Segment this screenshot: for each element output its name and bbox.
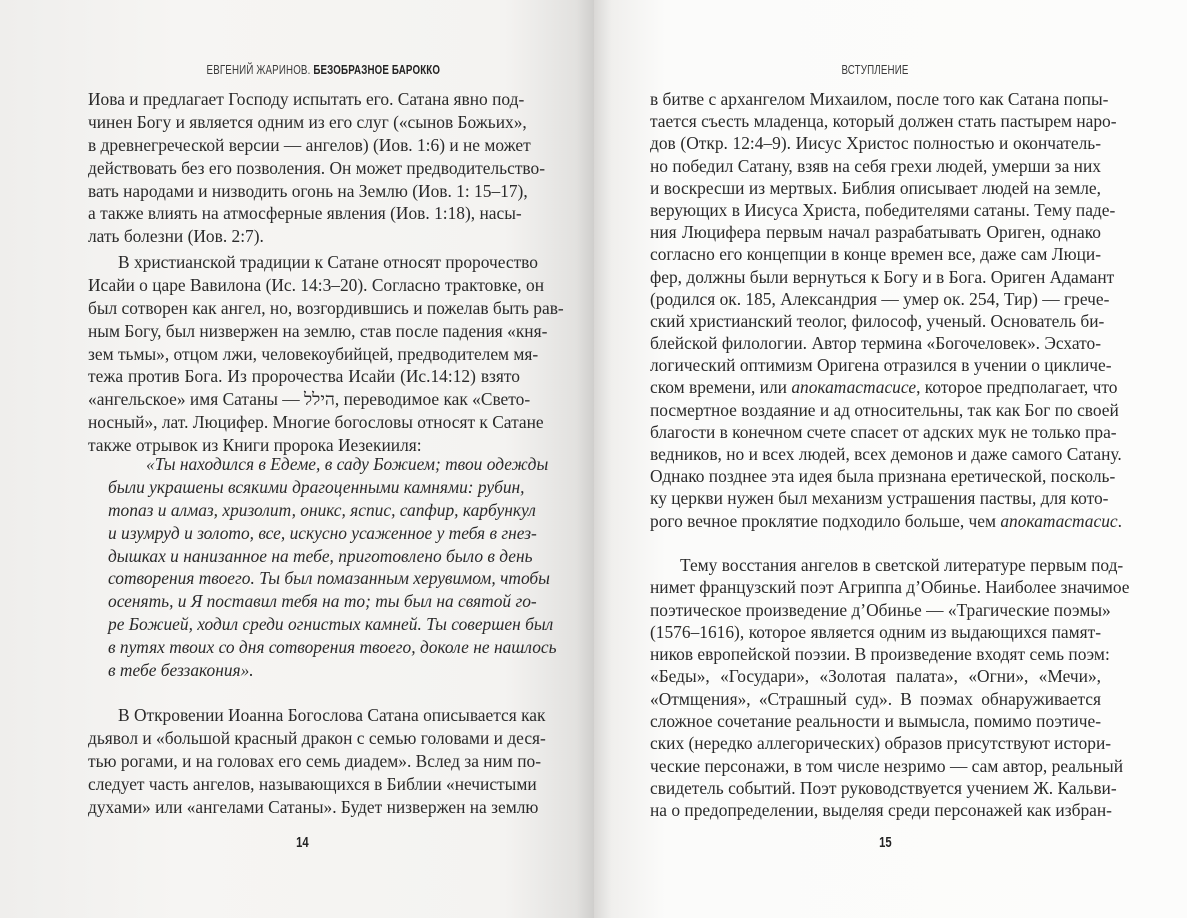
paragraph (650, 554, 1130, 822)
text-line (650, 510, 1122, 532)
text-line: сложное сочетание реальности и вымысла, помимо поэтиче- (650, 711, 1101, 732)
paragraph (650, 88, 1122, 532)
text-line: дьявол и «большой красный дракон с семью головами и деся- (88, 727, 546, 748)
text-line: верующих в Иисуса Христа, победителями сатаны. Тему паде- (650, 199, 1116, 220)
text-line: блейской филологии. Автор термина «Богочеловек». Эсхато- (650, 333, 1101, 354)
text-line: ным Богу, был низвержен на землю, став после падения «кня- (88, 320, 548, 341)
text-line: ведников, но и всех людей, всех демонов и даже самого Сатану. (650, 444, 1122, 464)
text-line: логический оптимизм Оригена отразился в учении о цикличе- (650, 355, 1112, 376)
text-line: благости в конечном счете спасет от адских мук не только пра- (650, 421, 1117, 442)
text-line: ский христианский теолог, философ, ученый. Основатель би- (650, 310, 1105, 331)
text-line: ских (нередко аллегорических) образов присутствуют истори- (650, 733, 1112, 754)
text-line: Тему восстания ангелов в светской литературе первым под- (680, 555, 1124, 575)
right-page (594, 0, 1187, 918)
text-line: лать болезни (Иов. 2:7). (88, 226, 264, 247)
text-line: в тебе беззакония». (108, 660, 254, 681)
text-line: фер, должны были вернуться к Богу и в Бога. Ориген Адамант (650, 266, 1115, 287)
text-line: поэтическое произведение д’Обинье — «Трагические поэмы» (650, 599, 1111, 620)
paragraph (88, 704, 546, 818)
text-line: на о предопределении, выделяя среди персонажей как избран- (650, 800, 1112, 821)
text-line: зем тьмы», отцом лжи, человекоубийцей, предводителем мя- (88, 343, 539, 364)
text-line: в древнегреческой версии — ангелов) (Иов. 1:6) и не может (88, 134, 531, 155)
text-line: «Беды», «Государи», «Золотая палата», «Огни», «Мечи», (650, 666, 1101, 687)
text-line: носный», лат. Люцифер. Многие богословы относят к Сатане (88, 412, 544, 433)
text-line: ния Люцифера первым начал разрабатывать Ориген, однако (650, 222, 1101, 243)
text-line: дов (Откр. 12:4–9). Иисус Христос полностью и окончатель- (650, 133, 1101, 154)
text-line: (1576–1616), которое является одним из выдающихся памят- (650, 621, 1101, 642)
text-line: (родился ок. 185, Александрия — умер ок. 254, Тир) — грече- (650, 288, 1110, 309)
text-line: а также влиять на атмосферные явления (Иов. 1:18), насы- (88, 203, 522, 224)
text-line: согласно его концепции в конце времен все, даже сам Люци- (650, 244, 1101, 265)
text-line: осенять, и Я поставил тебя на то; ты был на святой го- (108, 591, 537, 612)
italic-term: апокатастасис (1000, 510, 1118, 531)
text-line: «Отмщения», «Страшный суд». В поэмах обнаруживается (650, 688, 1101, 709)
text-line: действовать без его позволения. Он может предводительство- (88, 157, 546, 178)
text-line: ре Божией, ходил среди огнистых камней. Ты совершен был (108, 614, 554, 635)
header-author: ЕВГЕНИЙ ЖАРИНОВ. (206, 63, 311, 77)
text-segment: , которое предполагает, что (916, 377, 1118, 398)
text-line: также отрывок из Книги пророка Иезекииля: (88, 435, 422, 456)
text-line: были украшены всякими драгоценными камнями: рубин, (108, 476, 525, 497)
text-line: чинен Богу и является одним из его слуг («сынов Божьих», (88, 111, 527, 132)
text-line: духами» или «ангелами Сатаны». Будет низвержен на землю (88, 796, 539, 817)
text-line: дышках и нанизанное на тебе, приготовлено было в день (108, 545, 533, 566)
text-line: тежа против Бога. Из пророчества Исайи (Ис.14:12) взято (88, 366, 520, 387)
text-line: тью рогами, и на головах его семь диадем». Вслед за ним по- (88, 750, 542, 771)
text-line: В христианской традиции к Сатане относят пророчество (118, 252, 538, 272)
text-line: сотворения твоего. Ты был помазанным херувимом, чтобы (108, 568, 550, 589)
text-line (650, 376, 1118, 398)
paragraph (88, 251, 564, 457)
running-header-right: ВСТУПЛЕНИЕ (841, 63, 909, 77)
running-header-left (155, 63, 492, 77)
text-line: Иова и предлагает Господу испытать его. Сатана явно под- (88, 89, 525, 109)
text-line: в битве с архангелом Михаилом, после того как Сатана попы- (650, 89, 1109, 109)
page-number-left: 14 (296, 834, 309, 851)
text-line: свидетель событий. Поэт руководствуется учением Ж. Кальви- (650, 777, 1117, 798)
text-line: В Откровении Иоанна Богослова Сатана описывается как (118, 705, 546, 725)
text-line: и воскресши из мертвых. Библия описывает людей на земле, (650, 177, 1101, 198)
page-number-right: 15 (879, 834, 892, 851)
text-line: посмертное воздаяние и ад относительны, так как Бог по своей (650, 399, 1119, 420)
text-line: ческие персонажи, в том числе незримо — сам автор, реальный (650, 755, 1124, 776)
text-line: «ангельское» имя Сатаны — הילל, переводимое как «Свето- (88, 389, 531, 410)
italic-term: апокатастасисе (791, 377, 917, 398)
text-line: вать народами и низводить огонь на Землю (Иов. 1: 15–17), (88, 180, 528, 201)
text-line: топаз и алмаз, хризолит, оникс, яспис, сапфир, карбункул (108, 499, 536, 520)
text-line: Исайи о царе Вавилона (Ис. 14:3–20). Согласно трактовке, он (88, 274, 545, 295)
text-line: в путях твоих со дня сотворения твоего, доколе не нашлось (108, 637, 557, 658)
text-line: следует часть ангелов, называющихся в Библии «нечистыми (88, 773, 537, 794)
text-segment: рого вечное проклятие подходило больше, чем (650, 510, 1001, 531)
header-book-title: БЕЗОБРАЗНОЕ БАРОККО (313, 63, 441, 77)
text-line: ников европейской поэзии. В произведение входят семь поэм: (650, 644, 1110, 665)
text-segment: ском времени, или (650, 377, 792, 398)
text-line: ку церкви нужен был механизм устрашения паствы, для кото- (650, 488, 1109, 509)
text-line: но победил Сатану, взяв на себя грехи людей, умерши за них (650, 155, 1101, 176)
text-line: тается съесть младенца, который должен стать пастырем наро- (650, 111, 1117, 132)
paragraph (88, 88, 546, 248)
text-line: и изумруд и золото, все, искусно усаженное у тебя в гнез- (108, 522, 537, 543)
text-line: был сотворен как ангел, но, возгордившись и пожелав быть рав- (88, 297, 564, 318)
block-quote (108, 453, 557, 682)
text-line: «Ты находился в Едеме, в саду Божием; твои одежды (146, 454, 549, 474)
text-line: нимет французский поэт Агриппа д’Обинье. Наиболее значимое (650, 577, 1130, 598)
text-line: Однако позднее эта идея была признана еретической, посколь- (650, 466, 1116, 487)
text-segment: . (1117, 510, 1122, 531)
